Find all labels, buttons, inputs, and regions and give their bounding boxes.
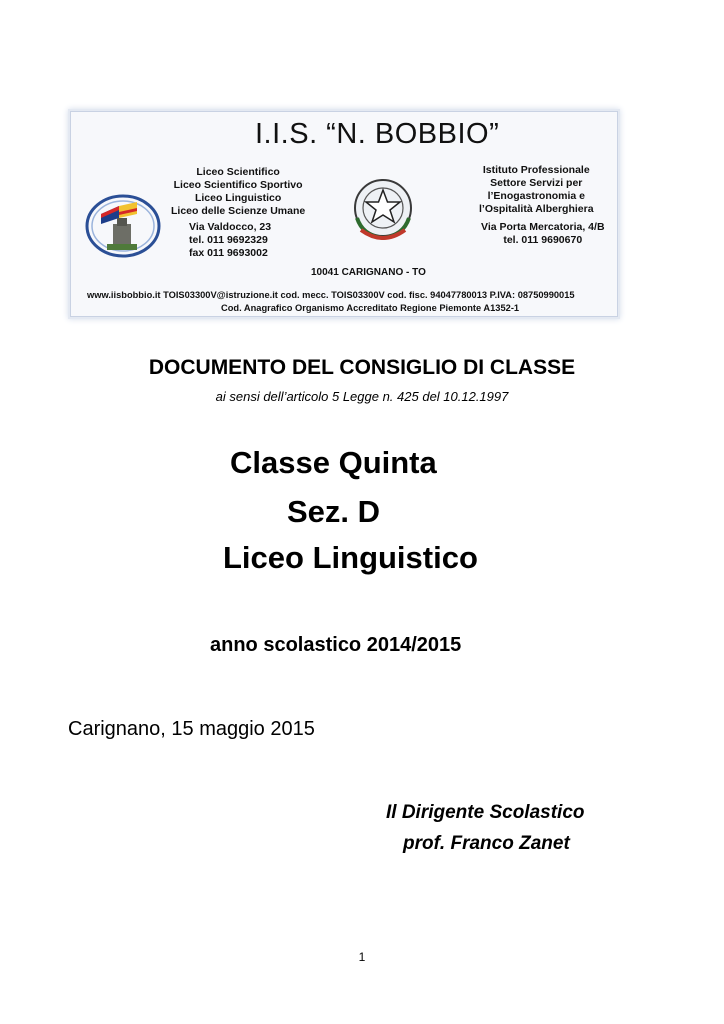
course-item: Liceo Linguistico	[194, 192, 282, 204]
document-title: DOCUMENTO DEL CONSIGLIO DI CLASSE	[148, 356, 576, 379]
left-address	[189, 221, 271, 260]
school-name: I.I.S. “N. BOBBIO”	[255, 118, 500, 150]
place-date: Carignano, 15 maggio 2015	[68, 718, 315, 740]
course-item: Liceo Scientifico	[196, 166, 280, 178]
right-courses	[479, 164, 594, 216]
page-number: 1	[358, 950, 366, 964]
class-track: Liceo Linguistico	[223, 540, 478, 575]
left-courses	[171, 166, 305, 218]
contact-line: www.iisbobbio.it TOIS03300V@istruzione.it cod. mecc. TOIS03300V cod. fisc. 94047780013 P.IVA: 08750990015	[87, 290, 575, 300]
class-name: Classe Quinta	[230, 445, 437, 480]
school-logo-icon	[83, 184, 167, 267]
course-item: l’Enogastronomia e	[487, 190, 585, 202]
school-year: anno scolastico 2014/2015	[210, 634, 462, 656]
address-line: tel. 011 9692329	[189, 234, 268, 246]
signature-name: prof. Franco Zanet	[403, 833, 570, 854]
italian-republic-emblem-icon	[343, 172, 423, 253]
course-item: Settore Servizi per	[490, 177, 583, 189]
right-address	[481, 221, 605, 247]
address-line: Via Porta Mercatoria, 4/B	[481, 221, 605, 233]
class-section: Sez. D	[287, 494, 381, 529]
signature-role: Il Dirigente Scolastico	[386, 802, 585, 823]
course-item: Liceo Scientifico Sportivo	[173, 179, 303, 191]
address-line: Via Valdocco, 23	[189, 221, 272, 233]
course-item: l’Ospitalità Alberghiera	[479, 203, 594, 215]
course-item: Liceo delle Scienze Umane	[171, 205, 306, 217]
letterhead-banner	[70, 111, 618, 317]
course-item: Istituto Professionale	[482, 164, 590, 176]
accreditation-line: Cod. Anagrafico Organismo Accreditato Regione Piemonte A1352-1	[221, 303, 520, 313]
city-line: 10041 CARIGNANO - TO	[311, 267, 426, 278]
document-subtitle: ai sensi dell’articolo 5 Legge n. 425 del 10.12.1997	[215, 389, 509, 404]
address-line: tel. 011 9690670	[503, 234, 583, 246]
address-line: fax 011 9693002	[189, 247, 268, 259]
